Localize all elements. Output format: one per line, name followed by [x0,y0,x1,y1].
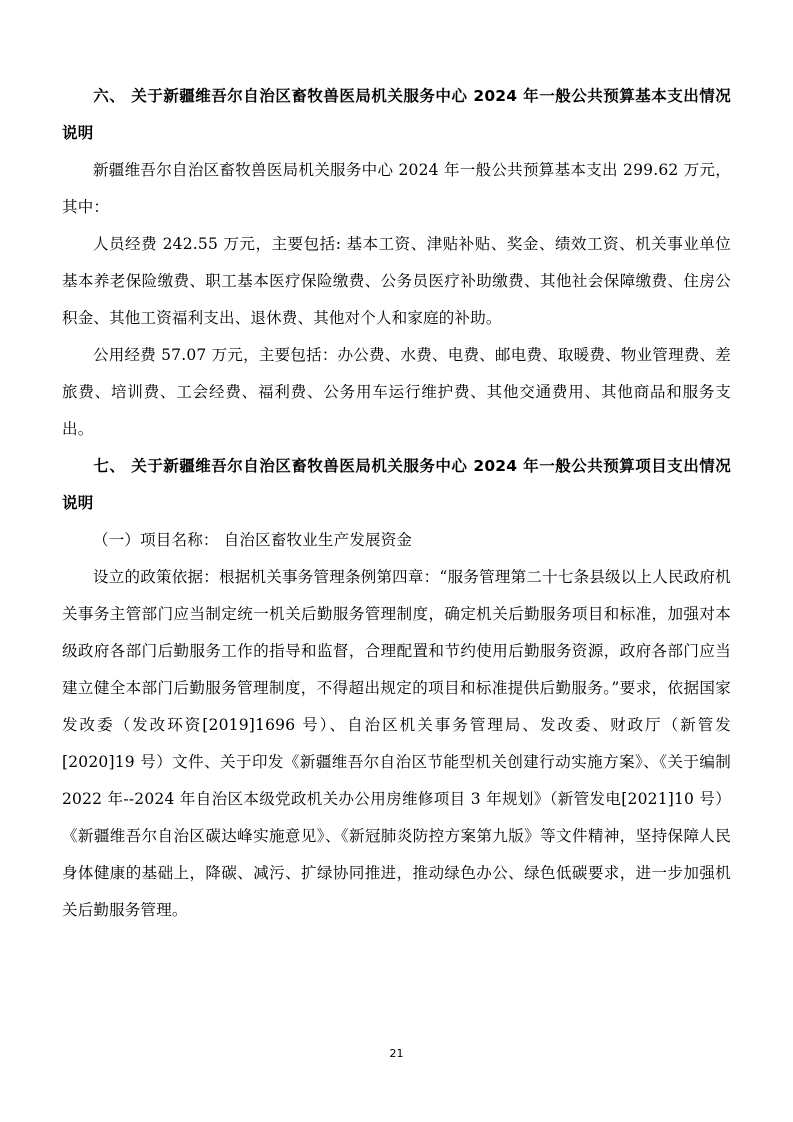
section-heading-seven-text: 七、 关于新疆维吾尔自治区畜牧兽医局机关服务中心 2024 年一般公共预算项目支出情况说明 [62,457,731,512]
paragraph-six-1: 新疆维吾尔自治区畜牧兽医局机关服务中心 2024 年一般公共预算基本支出 299.62 万元，其中： [62,161,731,216]
paragraph-seven-1: （一）项目名称： 自治区畜牧业生产发展资金 [93,531,413,549]
page-number: 21 [389,1047,404,1060]
paragraph-seven-2: 设立的政策依据：根据机关事务管理条例第四章：“服务管理第二十七条县级以上人民政府机关事务主管部门应当制定统一机关后勤服务管理制度，确定机关后勤服务项目和标准，加强对本级政府各部门后勤服务工作的指导和监督，合理配置和节约使用后勤服务资源，政府各部门应当建立健全本部门后勤服务管理制度，不得超出规定的项目和标准提供后勤服务。”要求，依据国家发改委（发改环资[2019]1696 号）、自治区机关事务管理局、发改委、财政厅（新管发[2020]19 号）文件、关于印发《新疆维吾尔自治区节能型机关创建行动实施方案》、《关于编制 2022 年--2024 年自治区本级党政机关办公用房维修项目 3 年规划》（新管发电[2021]10 号）《新疆维吾尔自治区碳达峰实施意见》、《新冠肺炎防控方案第九版》等文件精神，坚持保障人民身体健康的基础上，降碳、减污、扩绿协同推进，推动绿色办公、绿色低碳要求，进一步加强机关后勤服务管理。 [62,568,731,919]
paragraph-six-3: 公用经费 57.07 万元，主要包括：办公费、水费、电费、邮电费、取暖费、物业管理费、差旅费、培训费、工会经费、福利费、公务用车运行维护费、其他交通费用、其他商品和服务支出。 [62,346,731,438]
section-heading-six-text: 六、 关于新疆维吾尔自治区畜牧兽医局机关服务中心 2024 年一般公共预算基本支出情况说明 [62,87,731,142]
section-heading-six [62,78,731,152]
paragraph-six-2: 人员经费 242.55 万元，主要包括: 基本工资、津贴补贴、奖金、绩效工资、机关事业单位基本养老保险缴费、职工基本医疗保险缴费、公务员医疗补助缴费、其他社会保障缴费、住房公积金、其他工资福利支出、退休费、其他对个人和家庭的补助。 [62,235,731,327]
document-body [62,78,731,929]
section-heading-seven [62,448,731,522]
